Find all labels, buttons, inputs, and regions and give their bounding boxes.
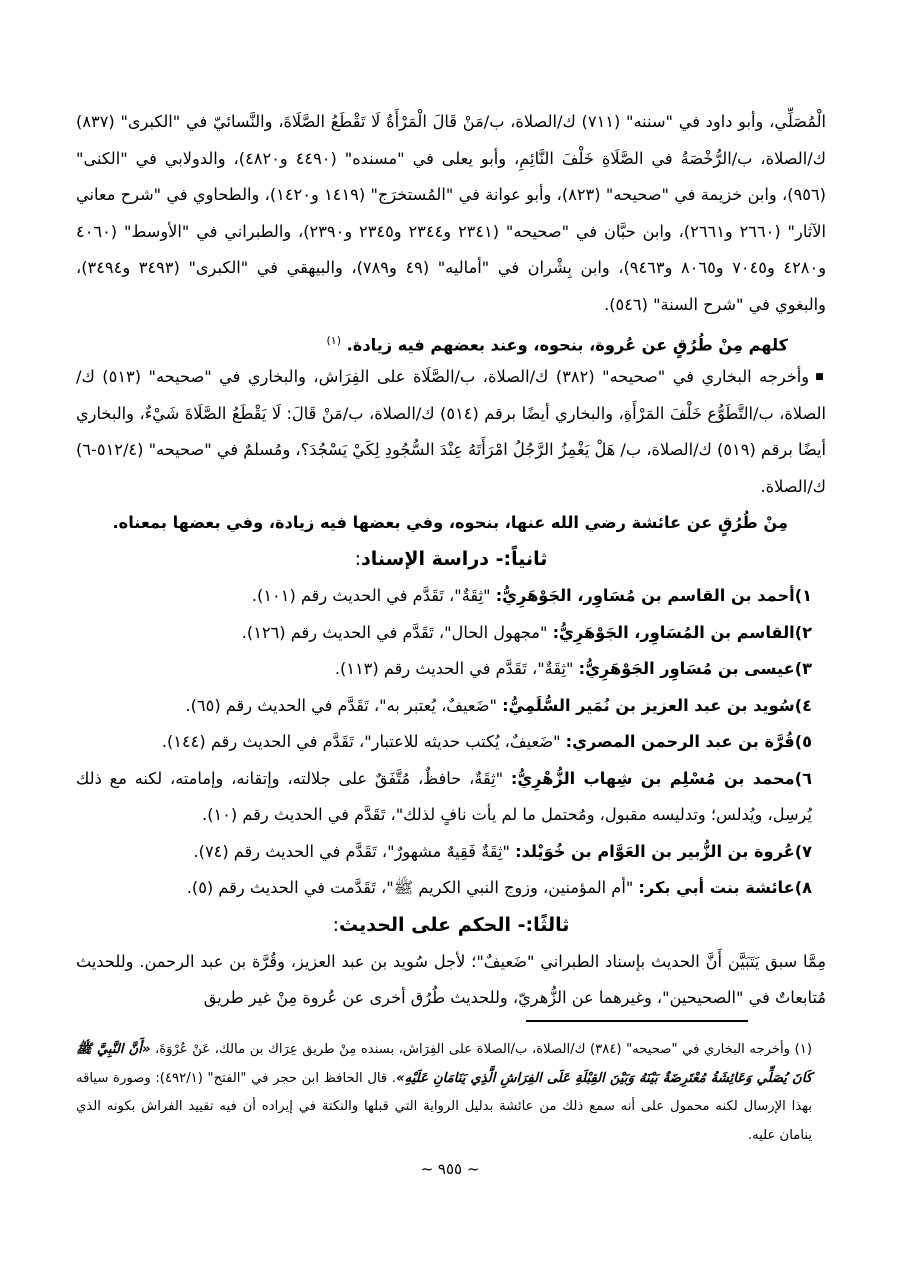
footnote — [76, 1036, 826, 1150]
narrator-number: ٥) — [794, 732, 812, 751]
section-title-colon: : — [354, 548, 361, 570]
narrator-grade: "مجهول الحال"، تَقَدَّم في الحديث رقم (١٢٦). — [241, 622, 553, 642]
bukhari-paragraph — [76, 359, 826, 505]
bullet-square-icon: ■ — [815, 372, 826, 383]
footnote-commentary: . قال الحافظ ابن حجر في "الفتح" (٤٩٢/١): وصورة سياقه بهذا الإرسال لكنه محمول على أنه سمع ذلك من عائشة بدليل الرواية التي قبلها والنكتة في إيراده أن فيه تقييد الفراش بكونه الذي ينامان عليه. — [76, 1070, 812, 1143]
narrator-number: ١) — [794, 586, 812, 605]
narrator-item — [76, 761, 812, 834]
narrator-list — [76, 578, 826, 907]
narrator-name: أحمد بن القاسم بن مُسَاوِر، الجَوْهَرِيُّ: — [495, 586, 795, 605]
ruling-paragraph: مِمَّا سبق يَتَبَيَّن أَنَّ الحديث بإسناد الطبراني "ضَعيفٌ"؛ لأجل سُويد بن عبد العزيز، وقُرَّة بن عبد الرحمن. وللحديث مُتابعاتٌ في "الصحيحين"، وغيرهما عن الزُّهريّ، وللحديث طُرُق أخرى عن عُروة مِنْ غير طريق — [76, 951, 826, 1007]
section-title-hukm — [76, 907, 826, 944]
narrator-number: ٦) — [794, 768, 812, 788]
narrator-item — [76, 651, 812, 688]
section-title-isnad-text: ثانياً:- دراسة الإسناد — [361, 548, 548, 570]
footnote-reference[interactable]: (١) — [326, 334, 341, 347]
section-title-isnad — [76, 541, 826, 578]
summary-line-urwa — [76, 323, 826, 359]
narrator-grade: "ثِقَةٌ، حافظٌ، مُتَّفَقٌ على جلالته، وإتقانه، وإمامته، لكنه مع ذلك يُرسِل، ويُدلس؛ وتدليسه مقبول، ومُحتمل ما لم يأت نافٍ لذلك"، تَقَدَّم في الحديث رقم (١٠). — [76, 768, 812, 824]
narrator-grade: "ثِقَةٌ"، تَقَدَّم في الحديث رقم (١١٣). — [334, 659, 579, 678]
narrator-name: القاسم بن المُسَاوِر، الجَوْهَرِيُّ: — [552, 622, 795, 642]
narrator-number: ٢) — [794, 622, 812, 642]
citation-paragraph: الْمُصَلِّي، وأبو داود في "سننه" (٧١١) ك/الصلاة، ب/مَنْ قَالَ الْمَرْأَةُ لَا تَقْطَعُ الصَّلَاةَ، والنَّسائيّ في "الكبرى" (٨٣٧) ك/الصلاة، ب/الرُّخْصَةُ في الصَّلَاةِ خَلْفَ النَّائِمِ، وأبو يعلى في "مسنده" (٤٤٩٠ و٤٨٢٠)، والدولابي في "الكنى" (٩٥٦)، وابن خزيمة في "صحيحه" (٨٢٣)، وأبو عوانة في "المُستخرَج" (١٤١٩ و١٤٢٠)، والطحاوي في "شرح معاني الآثار" (٢٦٦٠ و٢٦٦١)، وابن حبَّان في "صحيحه" (٢٣٤١ و٢٣٤٤ و٢٣٤٥ و٢٣٩٠)، والطبراني في "الأوسط" (٤٠٦٠ و٤٢٨٠ و٧٠٤٥ و٨٠٦٥ و٩٤٦٣)، وابن بِشْران في "أماليه" (٤٩ و٧٨٩)، والبيهقي في "الكبرى" (٣٤٩٣ و٣٤٩٤)، والبغوي في "شرح السنة" (٥٤٦). — [76, 112, 827, 314]
narrator-item — [76, 688, 812, 725]
page-number: ~ ٩٥٥ ~ — [420, 1160, 480, 1178]
section-title-hukm-text: ثالثًا:- الحكم على الحديث — [338, 913, 570, 936]
narrator-name: محمد بن مُسْلِم بن شِهاب الزُّهْرِيُّ: — [510, 768, 795, 788]
narrator-grade: "ضَعيفٌ، يُعتبر به"، تَقَدَّم في الحديث رقم (٦٥). — [185, 695, 503, 715]
narrator-name: عُروة بن الزُّبير بن العَوَّام بن خُوَيْلد: — [515, 841, 795, 861]
narrator-name: سُويد بن عبد العزيز بن نُمَير السُّلَمِيُّ: — [502, 695, 795, 715]
narrator-name: عيسى بن مُسَاوِر الجَوْهَرِيُّ: — [578, 659, 795, 678]
summary-text: كلهم مِنْ طُرُقٍ عن عُروة، بنحوه، وعند بعضهم فيه زيادة. — [346, 335, 788, 355]
narrator-name: عائشة بنت أبي بكر: — [638, 878, 795, 897]
footnote-hadith-quote: «أَنَّ النَّبِيَّ ﷺ كَانَ يُصَلِّي وَعَائِشَةُ مُعْتَرِضَةٌ بَيْنَهُ وَبَيْنَ القِبْلَةِ عَلَى الفِرَاشِ الَّذِي يَنَامَانِ عَلَيْهِ» — [76, 1042, 812, 1086]
narrator-grade: "ثِقَةٌ"، تَقَدَّم في الحديث رقم (١٠١). — [251, 586, 496, 605]
narrator-number: ٤) — [794, 695, 812, 715]
narrator-item — [76, 615, 812, 652]
narrator-name: قُرَّة بن عبد الرحمن المصري: — [565, 732, 795, 751]
section-title-colon: : — [332, 913, 339, 936]
narrator-grade: "ثِقَةٌ فَقِيهٌ مشهورٌ"، تَقَدَّم في الحديث رقم (٧٤). — [193, 841, 516, 861]
narrator-item — [76, 578, 812, 615]
narrator-grade: "ضَعيفٌ، يُكتب حديثه للاعتبار"، تَقَدَّم في الحديث رقم (١٤٤). — [161, 732, 566, 751]
narrator-item — [76, 724, 812, 761]
footnote-divider — [526, 1020, 748, 1022]
narrator-number: ٣) — [794, 659, 812, 678]
bukhari-text: وأخرجه البخاري في "صحيحه" (٣٨٢) ك/الصلاة، ب/الصَّلَاة على الفِرَاش، والبخاري في "صحيحه" (٥١٣) ك/الصلاة، ب/التَّطَوُّع خَلْفَ المَرْأَةِ، والبخاري أيضًا برقم (٥١٤) ك/الصلاة، ب/مَنْ قَالَ: لَا يَقْطَعُ الصَّلَاةَ شَيْءٌ، والبخاري أيضًا برقم (٥١٩) ك/الصلاة، ب/ هَلْ يَغْمِزُ الرَّجُلُ امْرَأَتَهُ عِنْدَ السُّجُودِ لِكَيْ يَسْجُدَ؟، ومُسلمٌ في "صحيحه" (٥١٢/٤-٦) ك/الصلاة. — [76, 367, 826, 496]
summary-line-aisha: مِنْ طُرُقٍ عن عائشة رضي الله عنها، بنحوه، وفي بعضها فيه زيادة، وفي بعضها بمعناه. — [112, 513, 788, 532]
narrator-number: ٨) — [794, 878, 812, 897]
footnote-text: (١) وأخرجه البخاري في "صحيحه" (٣٨٤) ك/الصلاة، ب/الصلاة على الفِرَاش، بسنده مِنْ طريق عِرَاك بن مالك، عَنْ عُرْوَةَ، — [150, 1042, 813, 1057]
narrator-grade: "أم المؤمنين، وزوج النبي الكريم ﷺ"، تَقَدَّمت في الحديث رقم (٥). — [186, 878, 639, 897]
narrator-item — [76, 834, 812, 871]
narrator-number: ٧) — [794, 841, 812, 861]
narrator-item — [76, 870, 812, 907]
